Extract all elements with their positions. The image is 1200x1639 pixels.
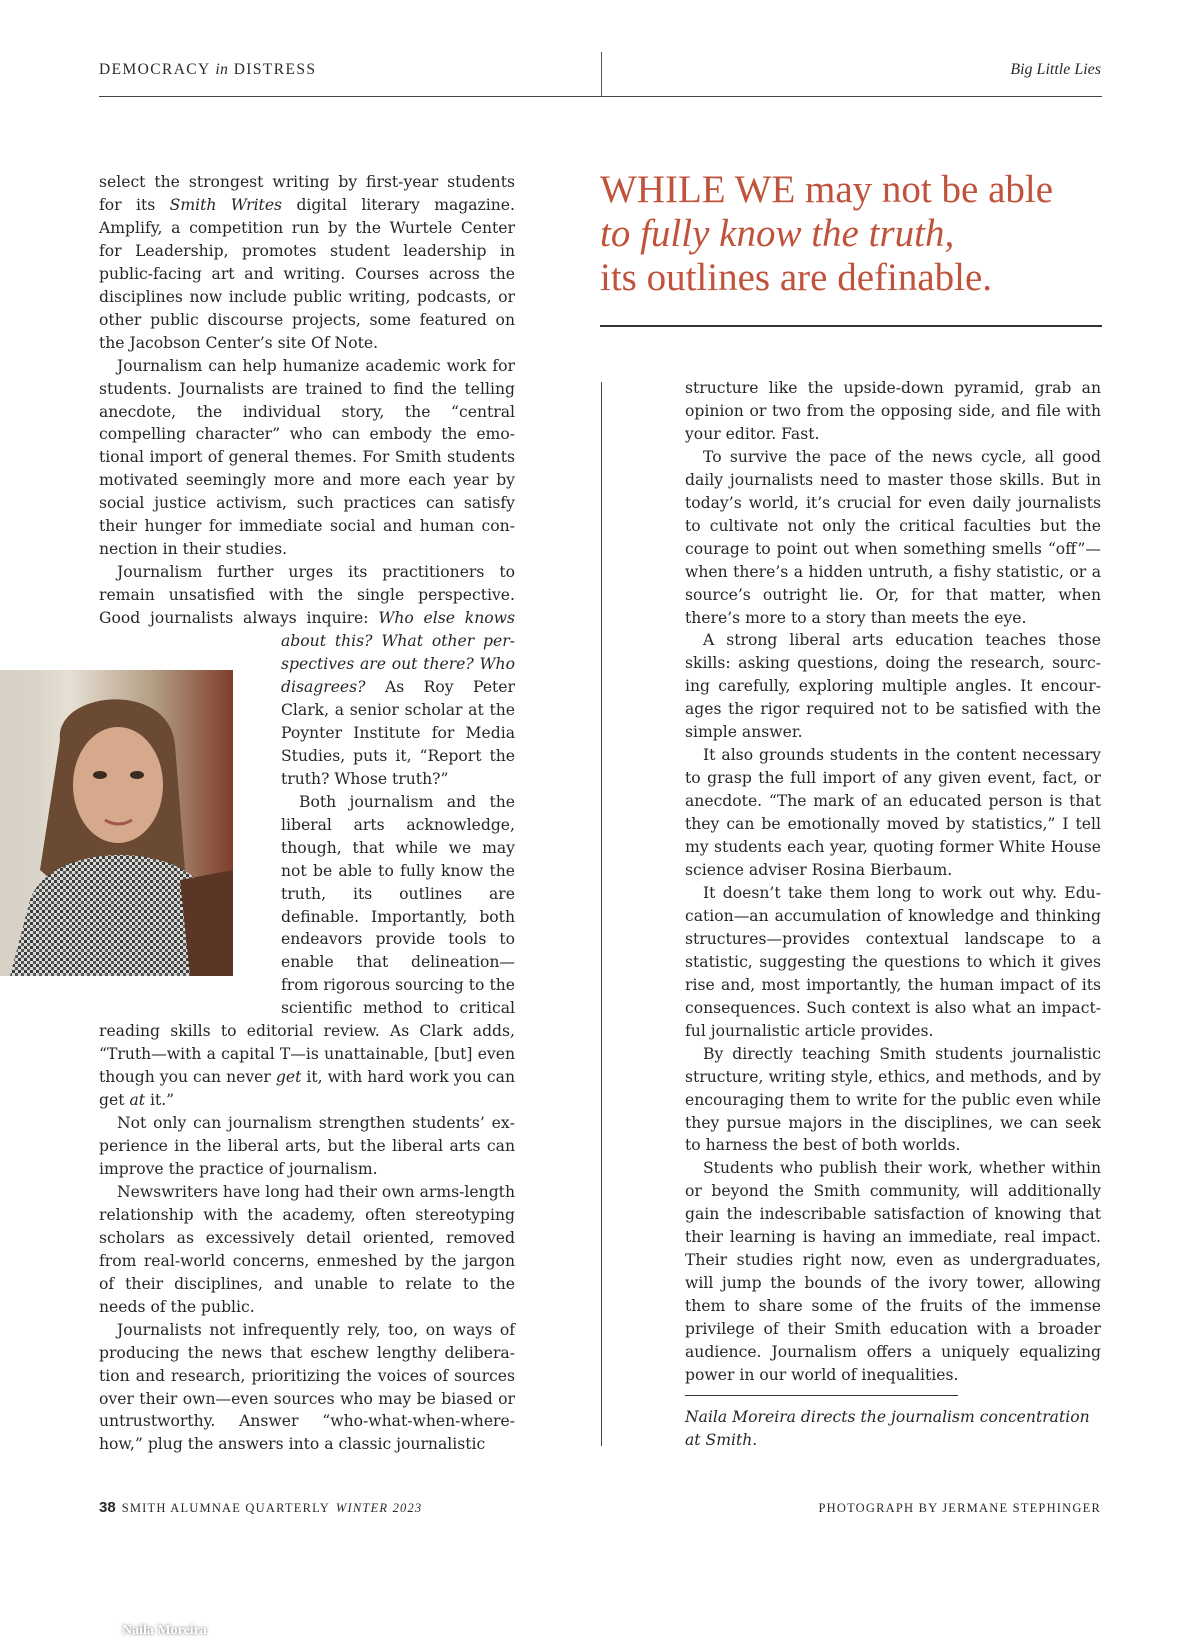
paragraph: structure like the upside-down pyramid, grab an opinion or two from the opposing side, and file with your editor. Fast. xyxy=(685,379,1101,443)
paragraph: Both journalism and the liberal arts acknowledge, though, that while we may not be able to fully know the truth, its outlines are definable. Importantly, both endeavors provide tools to enable that delineation—from rigorous sourcing to the scientific method to critical reading skills to editorial review. As Clark adds, “Truth—with a capital T—is unattainable, [but] even though you can never get it, with hard work you can get at it.” xyxy=(99,792,516,1110)
section-label-mid: in xyxy=(215,61,229,78)
pull-quote-line-3: its outlines are definable. xyxy=(600,256,993,299)
portrait-illustration xyxy=(0,670,233,976)
paragraph: Journalism further urges its practitioners to remain unsatisfied with the single perspective. Good journalists always inquire: Who else knows about this? What other perspectives are out there? Who disagrees? As Roy Peter Clark, a senior scholar at the Poynter Institute for Media Studies, puts it, “Report the truth? Whose truth?” xyxy=(99,561,515,791)
paragraph: Students who publish their work, whether within or beyond the Smith community, will additionally gain the indescribable satisfaction of knowing that their learning is having an immediate, real impact. Their studies right now, even as undergraduates, will jump the bounds of the ivory tower, allowing them to share some of the fruits of the immense privilege of their Smith education with a broader audience. Journalism offers a uniquely equalizing power in our world of inequalities. xyxy=(685,1159,1101,1384)
bio-rule xyxy=(685,1395,958,1396)
paragraph: Newswriters have long had their own arms-length relationship with the academy, often stereotyping scholars as excessively detail oriented, removed from real-world concerns, enmeshed by the jargon of their disciplines, and unable to relate to the needs of the public. xyxy=(99,1182,515,1316)
pull-quote-line-2: to fully know the truth, xyxy=(600,212,955,255)
bio-line-1: Naila Moreira directs the journalism concentration xyxy=(685,1408,1090,1426)
section-label-post: DISTRESS xyxy=(233,61,317,78)
paragraph: Journalists not infrequently rely, too, on ways of producing the news that eschew lengthy deliberation and research, prioritizing the voices of sources over their own—even sources who may be biased or untrustworthy. Answer “who-what-when-where-how,” plug the answers into a classic journalistic xyxy=(99,1320,515,1454)
paragraph: To survive the pace of the news cycle, all good daily journalists need to master those skills. But in today’s world, it’s crucial for even daily journalists to cultivate not only the critical faculties but the courage to point out when something smells “off”—when there’s a hidden untruth, a fishy statistic, or a source’s outright lie. Or, for that matter, when there’s more to a story than meets the eye. xyxy=(685,447,1101,627)
column-rule xyxy=(601,382,602,1446)
page-number: 38 xyxy=(99,1499,116,1516)
section-label xyxy=(99,61,316,79)
photo-caption: Naila Moreira xyxy=(122,1623,207,1638)
header-rule xyxy=(99,96,1102,97)
pull-quote-line-1: WHILE WE may not be able xyxy=(600,168,1054,211)
article-title: Big Little Lies xyxy=(1010,61,1101,78)
paragraph: Journalism can help humanize academic work for students. Journalists are trained to find the telling anecdote, the individual story, the “central compelling character” who can embody the emotional import of general themes. For Smith students motivated seemingly more and more each year by social justice activism, such practices can satisfy their hunger for immediate social and human connection in their studies. xyxy=(99,356,515,559)
paragraph: By directly teaching Smith students journalistic structure, writing style, ethics, and methods, and by encouraging them to write for the public even while they pursue majors in the disciplines, we can seek to harness the best of both worlds. xyxy=(685,1044,1101,1155)
author-bio xyxy=(685,1406,1101,1452)
publication-name: SMITH ALUMNAE QUARTERLY xyxy=(121,1501,330,1515)
pull-quote-rule xyxy=(600,325,1102,327)
paragraph: Not only can journalism strengthen students’ experience in the liberal arts, but the liberal arts can improve the practice of journalism. xyxy=(99,1114,515,1178)
paragraph: A strong liberal arts education teaches those skills: asking questions, doing the research, sourcing carefully, exploring multiple angles. It encourages the rigor required not to be satisfied with the simple answer. xyxy=(685,631,1101,742)
bio-line-2: at Smith. xyxy=(685,1431,758,1449)
pull-quote xyxy=(600,168,1120,300)
paragraph: It also grounds students in the content necessary to grasp the full import of any given event, fact, or anecdote. “The mark of an educated person is that they can be emotionally moved by statistics,” I tell my students each year, quoting former White House science adviser Rosina Bierbaum. xyxy=(685,746,1101,880)
paragraph: select the strongest writing by first-year students for its Smith Writes digital literary magazine. Amplify, a competition run by the Wurtele Center for Leadership, promotes student leadership in public-facing art and writing. Courses across the disciplines now include public writing, podcasts, or other public discourse projects, some featured on the Jacobson Center’s site Of Note. xyxy=(99,173,515,352)
right-column xyxy=(685,377,1101,1387)
paragraph: It doesn’t take them long to work out why. Education—an accumulation of knowledge and thinking structures—provides contextual landscape to a statistic, suggesting the questions to which it gives rise and, most importantly, the human impact of its consequences. Such context is also what an impactful journalistic article provides. xyxy=(685,883,1101,1040)
footer-left xyxy=(99,1499,422,1516)
section-label-pre: DEMOCRACY xyxy=(99,61,211,78)
photo-credit: PHOTOGRAPH BY JERMANE STEPHINGER xyxy=(818,1501,1101,1515)
header-divider xyxy=(601,52,602,96)
issue-season: WINTER 2023 xyxy=(335,1501,423,1515)
